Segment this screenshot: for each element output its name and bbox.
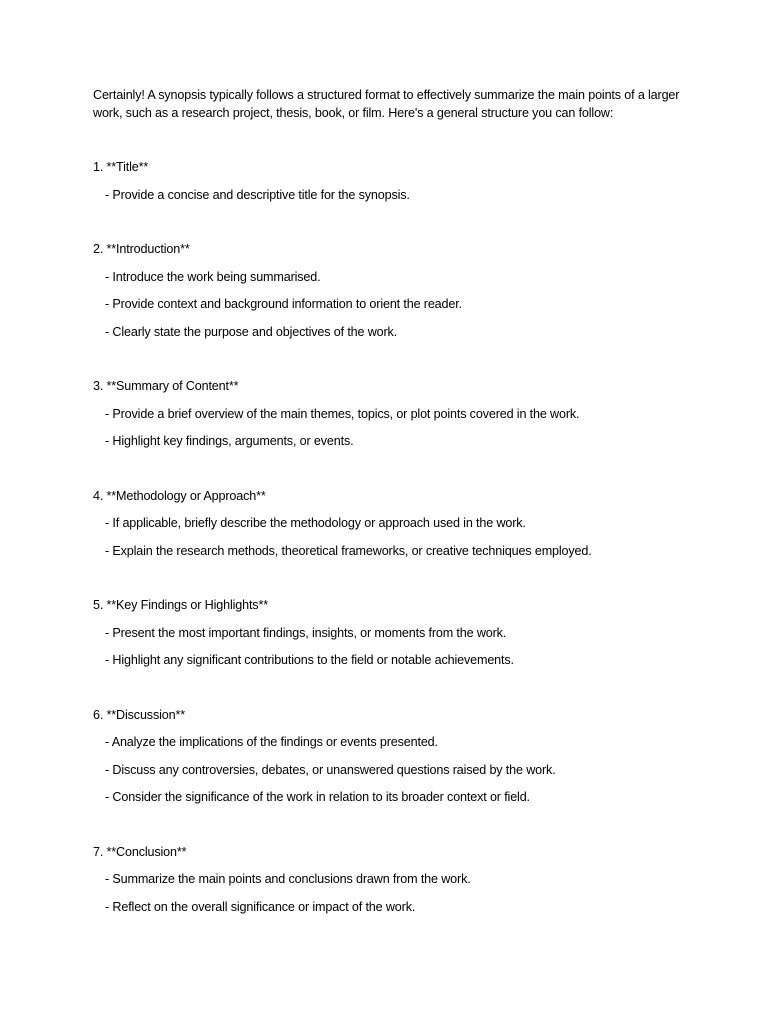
section-heading: 1. **Title**: [93, 160, 149, 174]
section-discussion: [93, 707, 693, 807]
section-heading: 2. **Introduction**: [93, 242, 190, 256]
list-item: - Present the most important findings, insights, or moments from the work.: [105, 625, 507, 640]
list-item: - Provide context and background information to orient the reader.: [105, 297, 462, 311]
list-item: - Highlight key findings, arguments, or events.: [105, 434, 354, 448]
section-title: [93, 159, 693, 204]
list-item: - Explain the research methods, theoretical frameworks, or creative techniques employed.: [105, 543, 592, 558]
list-item: - Consider the significance of the work in relation to its broader context or field.: [105, 790, 530, 804]
list-item: - If applicable, briefly describe the methodology or approach used in the work.: [105, 516, 526, 530]
list-item: - Clearly state the purpose and objectives of the work.: [105, 324, 398, 339]
section-heading: 5. **Key Findings or Highlights**: [93, 598, 268, 612]
section-methodology: [93, 488, 693, 561]
list-item: - Summarize the main points and conclusions drawn from the work.: [105, 872, 471, 886]
list-item: - Provide a brief overview of the main themes, topics, or plot points covered in the work.: [105, 406, 580, 421]
section-key-findings: [93, 597, 693, 670]
section-summary-of-content: [93, 378, 693, 451]
section-heading: 3. **Summary of Content**: [93, 379, 239, 393]
section-introduction: [93, 241, 693, 341]
section-heading: 7. **Conclusion**: [93, 844, 187, 859]
section-heading: 6. **Discussion**: [93, 707, 185, 722]
list-item: - Introduce the work being summarised.: [105, 269, 321, 284]
list-item: - Analyze the implications of the findings or events presented.: [105, 735, 438, 749]
list-item: - Discuss any controversies, debates, or unanswered questions raised by the work.: [105, 762, 556, 777]
list-item: - Highlight any significant contributions to the field or notable achievements.: [105, 653, 514, 667]
section-conclusion: [93, 844, 693, 917]
intro-paragraph: Certainly! A synopsis typically follows a structured format to effectively summarize the main points of a larger work, such as a research project, thesis, book, or film. Here's a general structure you can follow:: [93, 88, 680, 120]
list-item: - Provide a concise and descriptive title for the synopsis.: [105, 187, 410, 202]
section-heading: 4. **Methodology or Approach**: [93, 488, 266, 503]
list-item: - Reflect on the overall significance or impact of the work.: [105, 899, 416, 914]
section-list: [93, 159, 693, 916]
document-body: [93, 87, 693, 916]
